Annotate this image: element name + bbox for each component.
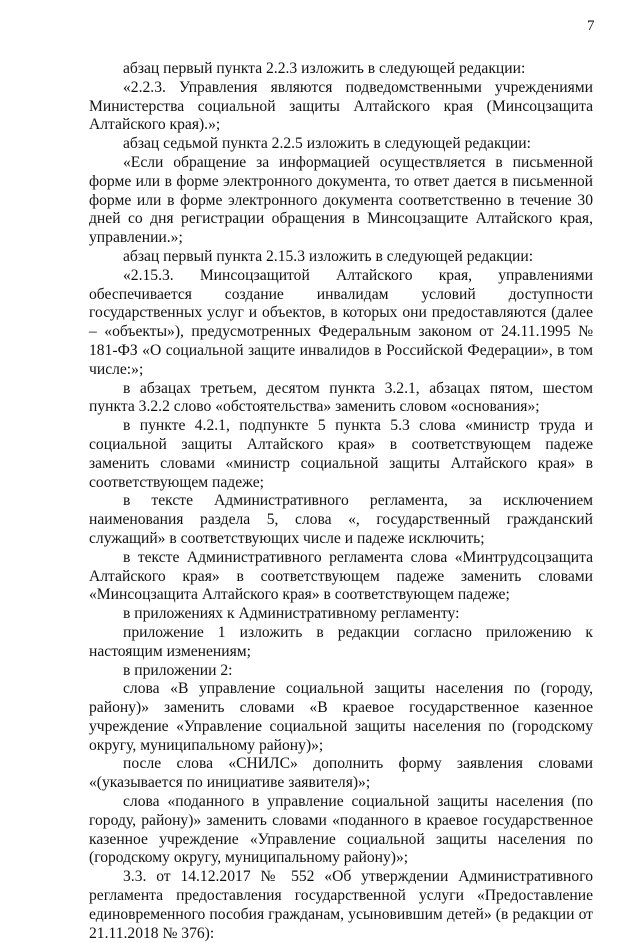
paragraph: приложение 1 изложить в редакции согласно приложению к настоящим изменениям;	[89, 623, 593, 660]
paragraph: абзац первый пункта 2.15.3 изложить в следующей редакции:	[123, 247, 534, 265]
paragraph: в приложениях к Административному регламенту:	[123, 605, 460, 623]
paragraph: слова «поданного в управление социальной защиты населения (по городу, району)» заменить словами «поданного в краевое государственное казенное учреждение «Управление социальной защиты населения по (городскому округу, муниципальному району)»;	[89, 793, 593, 867]
document-body	[89, 60, 593, 943]
paragraph: «Если обращение за информацией осуществляется в письменной форме или в форме электронного документа, то ответ дается в письменной форме или в форме электронного документа соответственно в течение 30 дней со дня регистрации обращения в Минсоцзащите Алтайского края, управлении.»;	[89, 153, 593, 247]
paragraph: абзац первый пункта 2.2.3 изложить в следующей редакции:	[123, 60, 526, 77]
paragraph: «2.2.3. Управления являются подведомственными учреждениями Министерства социальной защиты Алтайского края (Минсоцзащита Алтайского края).»;	[89, 78, 593, 134]
paragraph: в тексте Административного регламента, за исключением наименования раздела 5, слова «, государственный гражданский служащий» в соответствующих числе и падеже исключить;	[89, 492, 593, 547]
page-number: 7	[587, 18, 595, 34]
paragraph: в приложении 2:	[123, 661, 233, 679]
paragraph: в абзацах третьем, десятом пункта 3.2.1, абзацах пятом, шестом пункта 3.2.2 слово «обстоятельства» заменить словом «основания»;	[89, 379, 593, 416]
paragraph: в тексте Административного регламента слова «Минтрудсоцзащита Алтайского края» в соответствующем падеже заменить словами «Минсоцзащита Алтайского края» в соответствующем падеже;	[89, 548, 593, 604]
paragraph: «2.15.3. Минсоцзащитой Алтайского края, управлениями обеспечивается создание инвалидам условий доступности государственных услуг и объектов, в которых они предоставляются (далее – «объекты»), предусмотренных Федеральным законом от 24.11.1995 № 181-ФЗ «О социальной защите инвалидов в Российской Федерации», в том числе:»;	[89, 266, 593, 378]
paragraph: в пункте 4.2.1, подпункте 5 пункта 5.3 слова «министр труда и социальной защиты Алтайского края» в соответствующем падеже заменить словами «министр социальной защиты Алтайского края» в соответствующем падеже;	[89, 417, 593, 491]
paragraph: 3.3. от 14.12.2017 № 552 «Об утверждении Административного регламента предоставления государственной услуги «Предоставление единовременного пособия гражданам, усыновившим детей» (в редакции от 21.11.2018 № 376):	[89, 868, 593, 942]
paragraph: абзац седьмой пункта 2.2.5 изложить в следующей редакции:	[123, 135, 531, 153]
paragraph: после слова «СНИЛС» дополнить форму заявления словами «(указывается по инициативе заявителя)»;	[89, 755, 593, 792]
paragraph: слова «В управление социальной защиты населения по (городу, району)» заменить словами «В краевое государственное казенное учреждение «Управление социальной защиты населения по (городскому округу, муниципальному району)»;	[89, 680, 593, 754]
